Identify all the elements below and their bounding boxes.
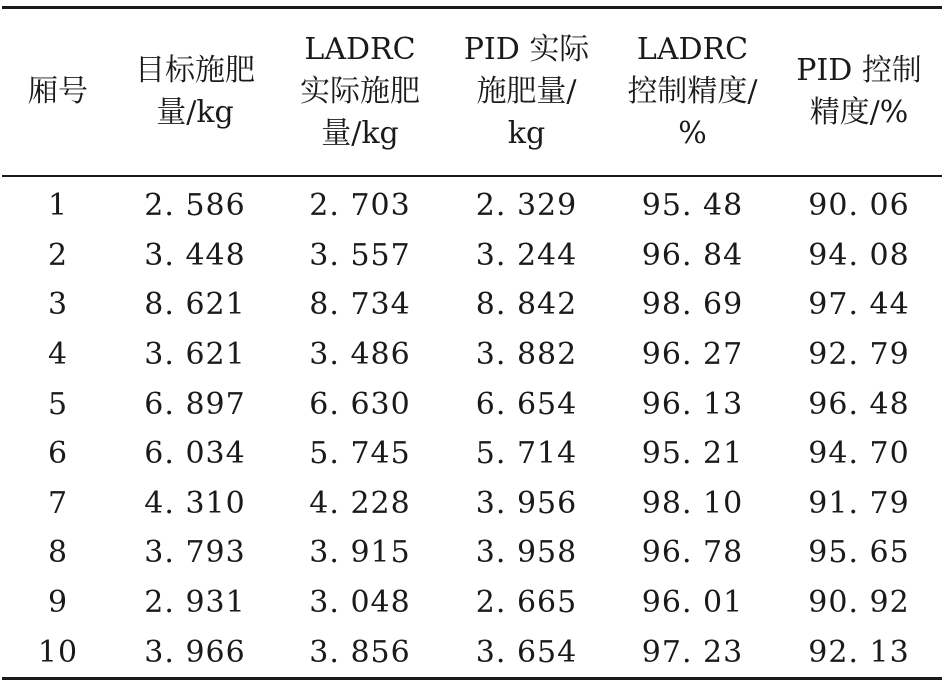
- cell-ladrc-precision: 98. 69: [641, 287, 744, 323]
- cell-bin-number: 3: [47, 287, 69, 323]
- cell-pid-actual: 3. 958: [475, 535, 578, 571]
- cell-ladrc-actual: 3. 856: [309, 634, 411, 670]
- cell-ladrc-actual: 2. 703: [309, 188, 411, 224]
- cell-target: 8. 621: [144, 287, 246, 323]
- cell-ladrc-precision: 95. 48: [641, 188, 744, 224]
- cell-target: 4. 310: [144, 485, 246, 521]
- cell-pid-precision: 92. 79: [808, 337, 910, 373]
- cell-bin-number: 6: [47, 436, 69, 472]
- table-row: [2, 379, 942, 429]
- cell-ladrc-actual: 3. 915: [309, 535, 411, 571]
- cell-pid-actual: 6. 654: [475, 386, 578, 422]
- cell-pid-precision: 95. 65: [808, 535, 910, 571]
- cell-ladrc-actual: 4. 228: [309, 485, 411, 521]
- cell-target: 2. 586: [144, 188, 246, 224]
- cell-pid-actual: 2. 665: [475, 585, 578, 621]
- cell-bin-number: 1: [47, 188, 69, 224]
- cell-ladrc-actual: 5. 745: [309, 436, 411, 472]
- header-pid-actual: PID 实际 施肥量/ kg: [463, 32, 590, 151]
- cell-pid-actual: 3. 882: [475, 337, 578, 373]
- cell-target: 3. 621: [144, 337, 246, 373]
- table-header: [2, 8, 942, 177]
- table-row: [2, 330, 942, 380]
- cell-target: 3. 793: [144, 535, 246, 571]
- cell-pid-precision: 90. 92: [808, 585, 910, 621]
- cell-ladrc-actual: 8. 734: [309, 287, 411, 323]
- cell-bin-number: 10: [37, 634, 79, 670]
- table-row: [2, 578, 942, 628]
- cell-ladrc-precision: 96. 27: [641, 337, 744, 373]
- table-row: [2, 627, 942, 678]
- cell-pid-precision: 97. 44: [808, 287, 910, 323]
- header-bin-number: 厢号: [28, 74, 88, 109]
- cell-ladrc-precision: 96. 78: [641, 535, 744, 571]
- cell-pid-actual: 3. 654: [475, 634, 578, 670]
- cell-pid-actual: 3. 956: [475, 485, 578, 521]
- cell-ladrc-actual: 3. 557: [309, 237, 411, 273]
- table-row: [2, 280, 942, 330]
- cell-pid-actual: 2. 329: [475, 188, 578, 224]
- cell-ladrc-actual: 6. 630: [309, 386, 411, 422]
- cell-pid-actual: 3. 244: [475, 237, 578, 273]
- cell-ladrc-precision: 96. 84: [641, 237, 744, 273]
- cell-pid-actual: 5. 714: [475, 436, 578, 472]
- table-row: [2, 479, 942, 529]
- cell-ladrc-precision: 96. 13: [641, 386, 744, 422]
- cell-target: 3. 966: [144, 634, 246, 670]
- cell-bin-number: 8: [47, 535, 69, 571]
- cell-ladrc-precision: 97. 23: [641, 634, 744, 670]
- cell-ladrc-precision: 96. 01: [641, 585, 744, 621]
- fertilizer-comparison-table-container: [0, 6, 944, 680]
- header-pid-precision: PID 控制 精度/%: [796, 53, 922, 130]
- table-row: [2, 231, 942, 281]
- cell-pid-actual: 8. 842: [475, 287, 578, 323]
- cell-pid-precision: 94. 08: [808, 237, 910, 273]
- header-target-fertilizer: 目标施肥 量/kg: [135, 53, 255, 130]
- cell-bin-number: 5: [47, 386, 69, 422]
- cell-pid-precision: 96. 48: [808, 386, 910, 422]
- cell-target: 6. 034: [144, 436, 246, 472]
- cell-target: 6. 897: [144, 386, 246, 422]
- table-body: [2, 176, 942, 678]
- cell-target: 2. 931: [144, 585, 246, 621]
- cell-bin-number: 7: [47, 485, 69, 521]
- header-ladrc-actual: LADRC 实际施肥 量/kg: [300, 32, 420, 151]
- cell-bin-number: 2: [47, 237, 69, 273]
- cell-pid-precision: 90. 06: [808, 188, 910, 224]
- cell-ladrc-precision: 98. 10: [641, 485, 744, 521]
- cell-ladrc-actual: 3. 048: [309, 585, 411, 621]
- cell-ladrc-precision: 95. 21: [641, 436, 744, 472]
- cell-pid-precision: 91. 79: [808, 485, 910, 521]
- table-row: [2, 429, 942, 479]
- cell-target: 3. 448: [144, 237, 246, 273]
- cell-bin-number: 4: [47, 337, 69, 373]
- cell-pid-precision: 92. 13: [808, 634, 910, 670]
- cell-pid-precision: 94. 70: [808, 436, 910, 472]
- table-row: [2, 176, 942, 231]
- header-ladrc-precision: LADRC 控制精度/ %: [627, 32, 758, 151]
- cell-ladrc-actual: 3. 486: [309, 337, 411, 373]
- table-row: [2, 528, 942, 578]
- cell-bin-number: 9: [47, 585, 69, 621]
- fertilizer-comparison-table: [2, 6, 942, 680]
- header-row: [2, 8, 942, 177]
